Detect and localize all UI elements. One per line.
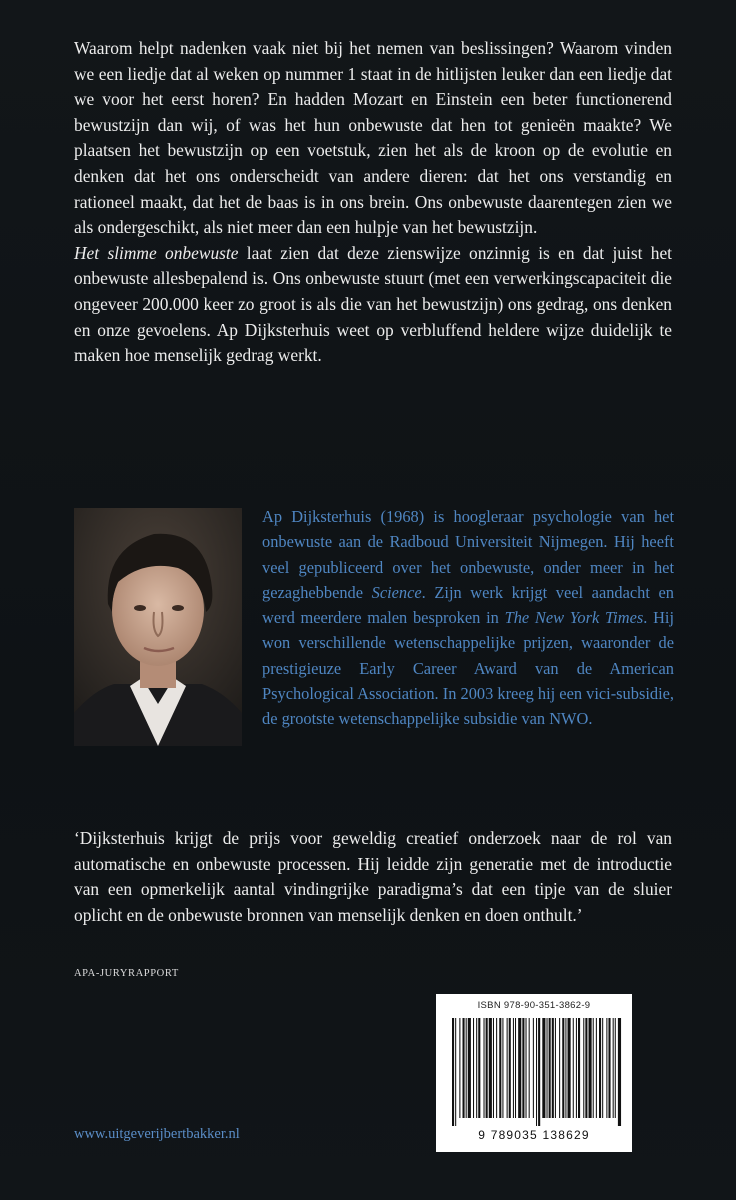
barcode-bar (507, 1018, 508, 1118)
barcode-bar (549, 1018, 551, 1118)
barcode-bar (468, 1018, 471, 1118)
barcode-bar (499, 1018, 501, 1118)
publisher-website-link[interactable]: www.uitgeverijbertbakker.nl (74, 1126, 240, 1142)
barcode-bar (513, 1018, 514, 1118)
barcode-bar (486, 1018, 488, 1118)
bio-text-3: . Hij won verschillende wetenschappelijke prijzen, waaronder de prestigieuze Early Career Award van de American Psychological Association. In 2003 kreeg hij een vici-subsidie, de grootste wetenschappelijke subsidie van NWO. (262, 608, 675, 729)
bio-newspaper: The New York Times (504, 608, 644, 628)
barcode-bar (526, 1018, 527, 1118)
blurb-paragraph-2 (74, 241, 672, 369)
ean-digits: 9 789035 138629 (478, 1128, 590, 1142)
barcode-bar (618, 1018, 621, 1126)
bio-journal: Science (371, 582, 422, 602)
isbn-label: ISBN 978-90-351-3862-9 (477, 1000, 591, 1011)
barcode-bar (615, 1018, 616, 1118)
blurb-text: Waarom helpt nadenken vaak niet bij het nemen van beslissingen? Waarom vinden we een liedje dat al weken op nummer 1 staat in de hitlijsten leuker dan een liedje dat we voor het eerst horen? En hadden Mozart en Einstein een beter functionerend bewustzijn dan wij, of was het hun onbewuste dat hen tot genieën maakte? We plaatsen het bewustzijn op een voetstuk, zien het als de kroon op de evolutie en denken dat het ons onderscheidt van andere dieren: dat het ons verstandig en rationeel maakt, dat het de baas is in ons brein. Ons onbewuste daarentegen zien we als ondergeschikt, als niet meer dan een hulpje van het bewustzijn. (74, 38, 672, 238)
barcode-bar (466, 1018, 467, 1118)
barcode-bar (509, 1018, 511, 1118)
barcode-bar (496, 1018, 497, 1118)
barcode-bar (583, 1018, 584, 1118)
barcode-bar (613, 1018, 614, 1118)
book-title: Het slimme onbewuste (74, 242, 239, 263)
barcode-bar (606, 1018, 607, 1118)
barcode-bar (533, 1018, 534, 1118)
barcode-bar (484, 1018, 485, 1118)
barcode-bar (559, 1018, 560, 1118)
barcode-bar (455, 1018, 456, 1126)
barcode-bar (478, 1018, 480, 1118)
barcode-bar (562, 1018, 564, 1118)
barcode-bar (547, 1018, 548, 1118)
barcode-bar (596, 1018, 597, 1118)
jury-quote: ‘Dijksterhuis krijgt de prijs voor geweldig creatief onderzoek naar de rol van automatische en onbewuste processen. Hij leidde zijn generatie met de introductie van een opmerkelijk aantal vindingrijke paradigma’s dat een tipje van de sluier oplicht en de onbewuste bronnen van menselijk denken en doen onthult.’ (74, 828, 672, 925)
barcode-bar (585, 1018, 587, 1118)
barcode-bar (593, 1018, 594, 1118)
barcode-bar (589, 1018, 592, 1118)
barcode-bar (552, 1018, 554, 1118)
barcode-bar (538, 1018, 540, 1126)
barcode-bar (459, 1018, 460, 1118)
author-bio (74, 504, 674, 740)
barcode-bar (565, 1018, 566, 1118)
bio-text-1: Ap Dijksterhuis (1968) is hoogleraar psychologie van het onbewuste aan de Radboud Universiteit Nijmegen. Hij heeft veel gepubliceerd over het onbewuste, onder meer in het gezaghebbende (262, 507, 674, 602)
blurb (74, 36, 672, 369)
barcode-bar (522, 1018, 524, 1118)
barcode-bar (463, 1018, 465, 1118)
barcode-bar (568, 1018, 571, 1118)
barcode-bar (602, 1018, 603, 1118)
barcode-bar (576, 1018, 577, 1118)
bio-text-2: . Zijn werk krijgt veel aandacht en werd meerdere malen besproken in (262, 582, 674, 628)
photo-spacer (74, 504, 262, 740)
barcode-bar (608, 1018, 610, 1118)
barcode-bar (573, 1018, 574, 1118)
blurb-text-2: laat zien dat deze zienswijze onzinnig is en dat juist het onbewuste allesbepalend is. Ons onbewuste stuurt (met een verwerkingscapaciteit die ongeveer 200.000 keer zo groot is als die van het bewustzijn) ons gedrag, ons denken en onze gevoelens. Ap Dijksterhuis weet op verbluffend heldere wijze duidelijk te maken hoe menselijk gedrag werkt. (74, 242, 672, 366)
barcode-bar (555, 1018, 556, 1118)
barcode-bar (476, 1018, 477, 1118)
barcode-bar (502, 1018, 503, 1118)
barcode-bar (493, 1018, 494, 1118)
barcode-bar (578, 1018, 580, 1118)
barcode-bar (536, 1018, 537, 1126)
barcode-bar (529, 1018, 530, 1118)
barcode-bar (515, 1018, 516, 1118)
isbn-barcode (436, 994, 632, 1152)
barcode-bar (489, 1018, 492, 1118)
quote-source: APA-JURYRAPPORT (74, 968, 179, 979)
barcode-bar (473, 1018, 474, 1118)
barcode-bar (452, 1018, 454, 1126)
blurb-paragraph (74, 36, 672, 241)
barcode-bar (599, 1018, 601, 1118)
barcode-bars (452, 1018, 622, 1126)
barcode-bar (542, 1018, 545, 1118)
barcode-bar (518, 1018, 521, 1118)
